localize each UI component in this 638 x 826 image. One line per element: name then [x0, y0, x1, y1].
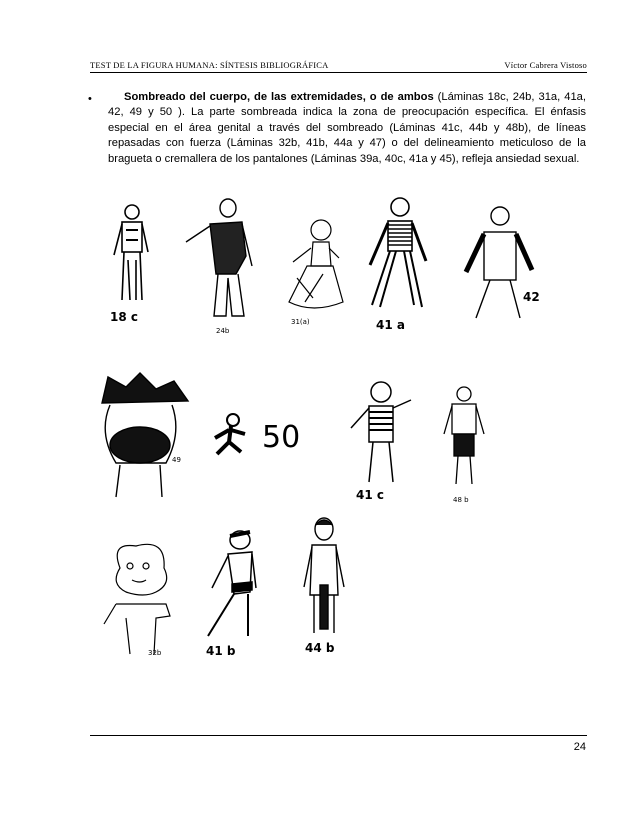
- footer-divider: [90, 735, 587, 736]
- label-32b: 32b: [148, 649, 162, 657]
- drawing-44b: [300, 515, 350, 645]
- drawing-18c: [108, 200, 158, 315]
- header-title: TEST DE LA FIGURA HUMANA: SÍNTESIS BIBLIOGRÁFICA: [90, 60, 329, 70]
- header-author: Víctor Cabrera Vistoso: [504, 60, 587, 70]
- label-18c: 18 c: [110, 310, 138, 324]
- paragraph-text: (Láminas 18c, 24b, 31a, 41a, 42, 49 y 50 ). La parte sombreada indica la zona de preocupación específica. El énfasis especial en el área genital a través del sombreado (Láminas 41c, 44b y 48b), de líneas repasadas con fuerza (Láminas 32b, 41b, 44a y 47) o del delineamiento meticuloso de la bragueta o cremallera de los pantalones (Láminas 39a, 40c, 41a y 45), refleja ansiedad sexual.: [108, 91, 586, 165]
- body-paragraph: [108, 90, 586, 167]
- label-50: 50: [262, 420, 301, 455]
- label-24b: 24b: [216, 327, 230, 335]
- label-41a: 41 a: [376, 318, 405, 332]
- label-41c: 41 c: [356, 488, 384, 502]
- drawing-42: [462, 204, 542, 329]
- label-31a: 31(a): [291, 318, 310, 326]
- drawing-32b: [96, 538, 186, 663]
- label-44b: 44 b: [305, 641, 335, 655]
- drawing-49: [96, 373, 191, 508]
- label-42: 42: [523, 290, 540, 304]
- drawing-24b: [180, 196, 265, 331]
- label-48b: 48 b: [453, 496, 469, 504]
- page-number: 24: [573, 741, 586, 753]
- drawing-31a: [283, 218, 353, 323]
- page-header: [90, 58, 587, 73]
- label-41b: 41 b: [206, 644, 236, 658]
- paragraph-lead: Sombreado del cuerpo, de las extremidades, o de ambos: [124, 91, 434, 103]
- drawing-41c: [345, 378, 415, 493]
- bullet-marker: •: [88, 93, 92, 105]
- drawing-41b: [198, 528, 263, 648]
- drawing-41a: [360, 195, 440, 325]
- label-49: 49: [172, 456, 181, 464]
- drawing-50: [207, 412, 257, 463]
- drawing-48b: [440, 384, 490, 499]
